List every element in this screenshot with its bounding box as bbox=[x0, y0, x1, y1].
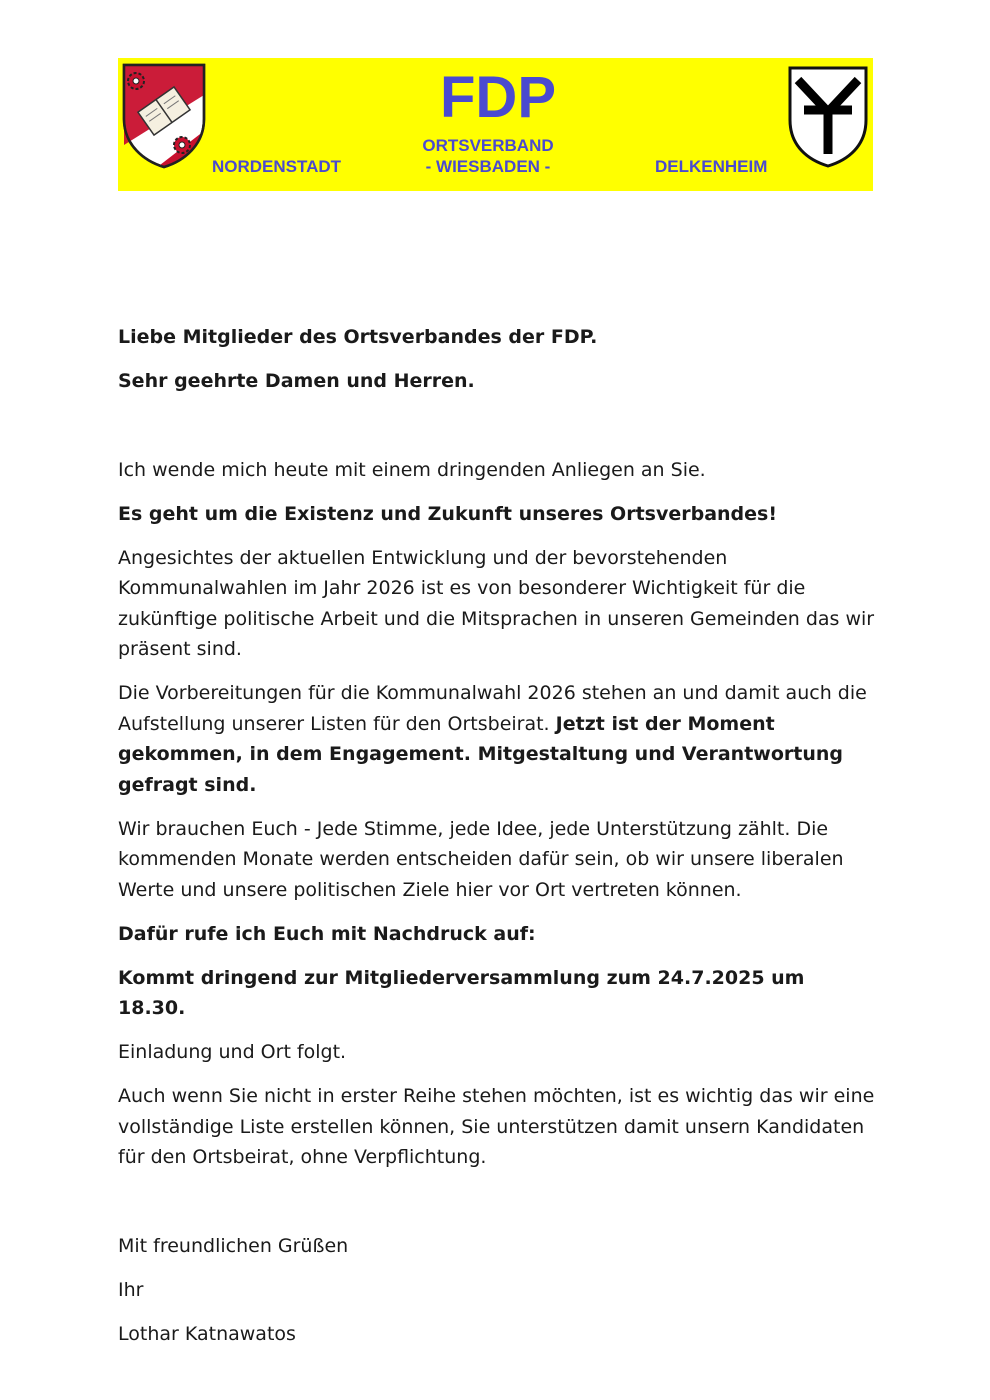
paragraph-2-normal: Die Vorbereitungen für die Kommunalwahl 2026 stehen an und damit auch die Aufstellung unserer Listen für den Ortsbeirat. bbox=[118, 682, 867, 735]
salutation-members: Liebe Mitglieder des Ortsverbandes der FDP. bbox=[118, 326, 598, 348]
nordenstadt-crest-icon bbox=[120, 61, 208, 169]
paragraph-1: Angesichtes der aktuellen Entwicklung und der bevorstehenden Kommunalwahlen im Jahr 2026 ist es von besonderer Wichtigkeit für die zukünftige politische Arbeit und die Mitsprachen in unseren Gemeinden das wir präsent sind. bbox=[118, 546, 875, 660]
delkenheim-crest-icon bbox=[786, 64, 870, 168]
left-place-name: NORDENSTADT bbox=[212, 157, 342, 176]
closing-ihr: Ihr bbox=[118, 1278, 144, 1301]
brand-title: FDP bbox=[440, 65, 556, 130]
org-line-2: - WIESBADEN - bbox=[425, 157, 551, 176]
paragraph-2-emphasis: Jetzt ist der Moment gekommen, in dem Engagement. Mitgestaltung und Verantwortung gefragt sind. bbox=[118, 712, 843, 796]
header-banner bbox=[118, 58, 873, 191]
right-place-name: DELKENHEIM bbox=[655, 157, 768, 176]
meeting-notice: Kommt dringend zur Mitgliederversammlung zum 24.7.2025 um 18.30. bbox=[118, 966, 805, 1019]
salutation-general: Sehr geehrte Damen und Herren. bbox=[118, 370, 475, 392]
org-line-1: ORTSVERBAND bbox=[422, 136, 554, 155]
paragraph-4: Auch wenn Sie nicht in erster Reihe stehen möchten, ist es wichtig das wir eine vollständige Liste erstellen können, Sie unterstützen damit unsern Kandidaten für den Ortsbeirat, ohne Verpflichtung. bbox=[118, 1085, 875, 1168]
closing-phrase: Mit freundlichen Grüßen bbox=[118, 1234, 349, 1257]
intro-text: Ich wende mich heute mit einem dringenden Anliegen an Sie. bbox=[118, 458, 706, 481]
letter-body bbox=[118, 322, 878, 1349]
paragraph-2 bbox=[118, 678, 878, 800]
headline-text: Es geht um die Existenz und Zukunft unseres Ortsverbandes! bbox=[118, 502, 778, 525]
call-to-action: Dafür rufe ich Euch mit Nachdruck auf: bbox=[118, 922, 536, 945]
paragraph-3: Wir brauchen Euch - Jede Stimme, jede Idee, jede Unterstützung zählt. Die kommenden Monate werden entscheiden dafür sein, ob wir unsere liberalen Werte und unsere politischen Ziele hier vor Ort vertreten können. bbox=[118, 817, 844, 901]
signature-name: Lothar Katnawatos bbox=[118, 1322, 296, 1345]
invitation-note: Einladung und Ort folgt. bbox=[118, 1041, 347, 1063]
